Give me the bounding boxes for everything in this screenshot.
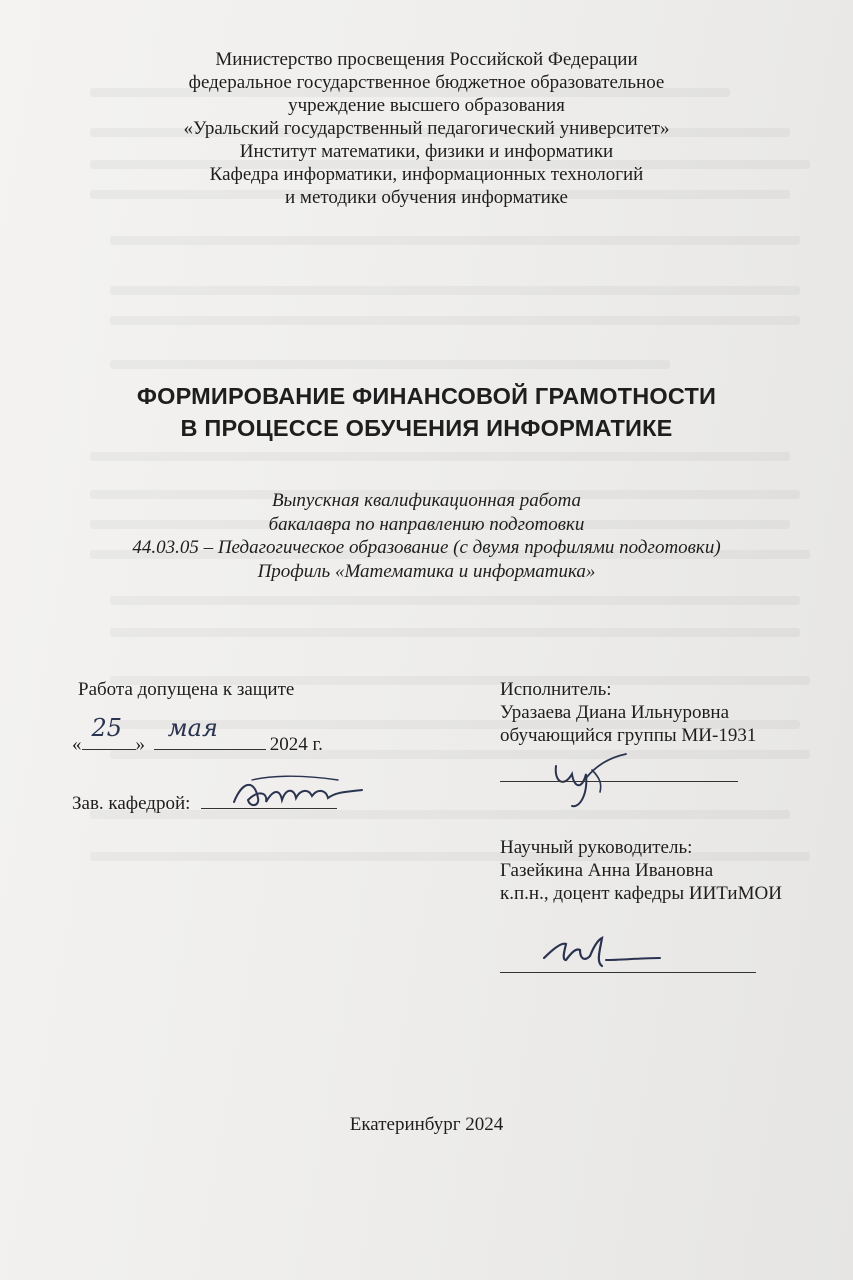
institution-type-line-2: учреждение высшего образования bbox=[288, 95, 565, 116]
thesis-title bbox=[0, 380, 853, 444]
institution-header bbox=[0, 48, 853, 209]
degree-direction: бакалавра по направлению подготовки bbox=[268, 513, 585, 535]
supervisor-label: Научный руководитель: bbox=[500, 837, 693, 858]
date-open-quote: « bbox=[72, 734, 82, 755]
program-code: 44.03.05 – Педагогическое образование (с двумя профилями подготовки) bbox=[132, 537, 721, 558]
supervisor-position: к.п.н., доцент кафедры ИИТиМОИ bbox=[500, 883, 782, 904]
department-name-2: и методики обучения информатике bbox=[285, 187, 568, 208]
city-year: Екатеринбург 2024 bbox=[349, 1114, 504, 1135]
executor-name: Уразаева Диана Ильнуровна bbox=[500, 702, 730, 723]
work-type: Выпускная квалификационная работа bbox=[271, 490, 582, 511]
handwritten-month: мая bbox=[167, 714, 218, 742]
date-close-quote: » bbox=[135, 734, 145, 755]
executor-supervisor-block bbox=[500, 678, 845, 904]
program-profile: Профиль «Математика и информатика» bbox=[257, 560, 596, 582]
head-of-department-label: Зав. кафедрой: bbox=[72, 793, 191, 814]
date-month-field bbox=[154, 714, 266, 750]
approval-label: Работа допущена к защите bbox=[78, 679, 295, 700]
executor-signature-icon bbox=[542, 748, 632, 812]
executor-signature-line bbox=[500, 781, 738, 782]
head-signature-icon bbox=[228, 772, 368, 816]
work-description bbox=[0, 489, 853, 583]
university-name: «Уральский государственный педагогический университет» bbox=[183, 118, 670, 139]
thesis-title-line-1: ФОРМИРОВАНИЕ ФИНАНСОВОЙ ГРАМОТНОСТИ bbox=[136, 383, 717, 409]
executor-group: обучающийся группы МИ-1931 bbox=[500, 725, 757, 746]
institute-name: Институт математики, физики и информатики bbox=[239, 141, 614, 162]
approval-date bbox=[72, 714, 323, 756]
ministry-line: Министерство просвещения Российской Федерации bbox=[215, 49, 638, 70]
thesis-title-line-2: В ПРОЦЕССЕ ОБУЧЕНИЯ ИНФОРМАТИКЕ bbox=[180, 415, 673, 441]
handwritten-day: 25 bbox=[91, 714, 123, 742]
institution-type-line: федеральное государственное бюджетное образовательное bbox=[188, 72, 665, 93]
supervisor-signature-icon bbox=[536, 930, 666, 978]
date-day-field bbox=[82, 714, 136, 750]
supervisor-signature-line bbox=[500, 972, 756, 973]
executor-label: Исполнитель: bbox=[500, 679, 612, 700]
supervisor-name: Газейкина Анна Ивановна bbox=[500, 860, 714, 881]
date-year: 2024 г. bbox=[269, 734, 323, 755]
department-name: Кафедра информатики, информационных технологий bbox=[209, 164, 644, 185]
